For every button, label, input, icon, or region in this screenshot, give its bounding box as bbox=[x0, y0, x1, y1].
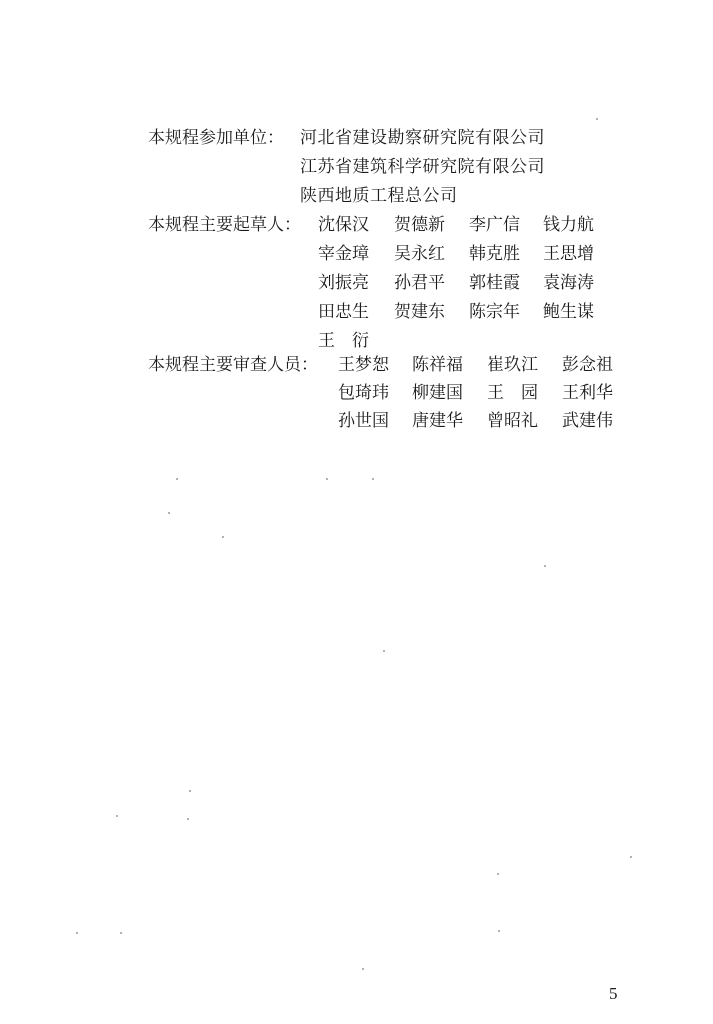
reviewer-name: 柳建国 bbox=[412, 383, 463, 403]
reviewer-name: 王梦恕 bbox=[338, 355, 389, 375]
participating-unit: 江苏省建筑科学研究院有限公司 bbox=[300, 157, 545, 177]
scan-speck bbox=[498, 930, 500, 932]
scan-speck bbox=[168, 512, 170, 514]
page-number: 5 bbox=[609, 984, 618, 1003]
participating-unit: 陕西地质工程总公司 bbox=[300, 186, 458, 206]
scan-speck bbox=[120, 932, 122, 934]
scan-speck bbox=[222, 536, 224, 538]
reviewer-name: 彭念祖 bbox=[562, 355, 613, 375]
drafter-name: 袁海涛 bbox=[543, 273, 594, 293]
scan-speck bbox=[372, 478, 374, 480]
drafter-name: 钱力航 bbox=[543, 215, 594, 235]
drafter-name: 陈宗年 bbox=[469, 302, 520, 322]
reviewer-name: 崔玖江 bbox=[487, 355, 538, 375]
participating-unit: 河北省建设勘察研究院有限公司 bbox=[300, 128, 545, 148]
scan-speck bbox=[116, 815, 118, 817]
scan-speck bbox=[544, 565, 546, 567]
scan-speck bbox=[383, 650, 385, 652]
drafter-name: 韩克胜 bbox=[469, 244, 520, 264]
drafter-name: 田忠生 bbox=[318, 302, 369, 322]
reviewer-name: 包琦玮 bbox=[338, 383, 389, 403]
drafter-name: 沈保汉 bbox=[318, 215, 369, 235]
reviewer-name: 曾昭礼 bbox=[487, 411, 538, 431]
main-reviewers-label: 本规程主要审查人员： bbox=[148, 355, 318, 375]
scan-speck bbox=[187, 818, 189, 820]
reviewer-name: 唐建华 bbox=[412, 411, 463, 431]
scan-speck bbox=[189, 790, 191, 792]
drafter-name: 贺德新 bbox=[394, 215, 445, 235]
drafter-name: 刘振亮 bbox=[318, 273, 369, 293]
drafter-name: 吴永红 bbox=[394, 244, 445, 264]
drafter-name: 王思增 bbox=[543, 244, 594, 264]
reviewer-name: 王利华 bbox=[562, 383, 613, 403]
scan-speck bbox=[630, 856, 632, 858]
reviewer-name: 王 园 bbox=[487, 383, 538, 403]
reviewer-name: 武建伟 bbox=[562, 411, 613, 431]
drafter-name: 李广信 bbox=[469, 215, 520, 235]
reviewer-name: 孙世国 bbox=[338, 411, 389, 431]
drafter-name: 郭桂霞 bbox=[469, 273, 520, 293]
reviewer-name: 陈祥福 bbox=[412, 355, 463, 375]
drafter-name: 王 衍 bbox=[318, 331, 369, 351]
main-drafters-label: 本规程主要起草人： bbox=[148, 215, 301, 235]
drafter-name: 宰金璋 bbox=[318, 244, 369, 264]
drafter-name: 鲍生谋 bbox=[543, 302, 594, 322]
scan-speck bbox=[596, 118, 598, 120]
scan-speck bbox=[76, 932, 78, 934]
scan-speck bbox=[176, 478, 178, 480]
scan-speck bbox=[497, 873, 499, 875]
participating-units-label: 本规程参加单位： bbox=[148, 128, 284, 148]
drafter-name: 贺建东 bbox=[394, 302, 445, 322]
drafter-name: 孙君平 bbox=[394, 273, 445, 293]
scan-speck bbox=[362, 968, 364, 970]
scan-speck bbox=[326, 478, 328, 480]
